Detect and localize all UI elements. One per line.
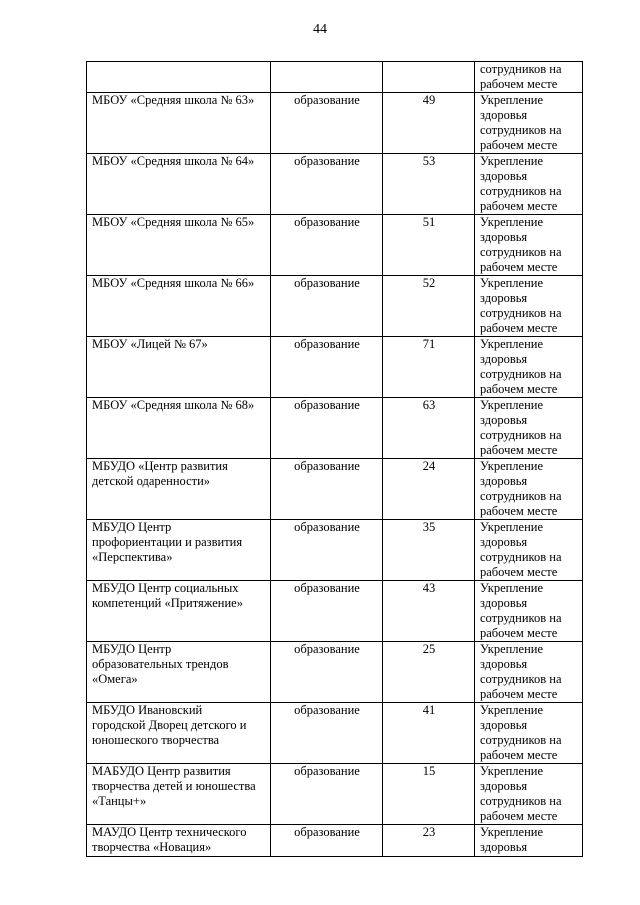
employee-count-cell-text: 53	[422, 154, 436, 168]
employee-count-cell-text: 23	[422, 825, 436, 839]
goal-cell	[475, 398, 583, 459]
employee-count-cell-text: 71	[422, 337, 436, 351]
organization-name-cell	[87, 337, 271, 398]
organization-name-cell	[87, 825, 271, 857]
organization-name-cell-text: МБУДО «Центр развития детской одаренности»	[92, 459, 228, 488]
organizations-table	[86, 61, 583, 857]
goal-cell-text: Укрепление здоровья сотрудников на рабочем месте	[480, 581, 562, 640]
organization-name-cell-text: МБУДО Центр образовательных трендов «Омега»	[92, 642, 229, 686]
employee-count-cell-text: 24	[422, 459, 436, 473]
employee-count-cell	[383, 520, 475, 581]
table-row	[87, 215, 583, 276]
goal-cell-text: сотрудников на рабочем месте	[480, 62, 562, 91]
table-row	[87, 703, 583, 764]
employee-count-cell-text: 49	[422, 93, 436, 107]
sphere-cell	[271, 154, 383, 215]
employee-count-cell-text: 25	[422, 642, 436, 656]
organization-name-cell-text: МБОУ «Средняя школа № 65»	[92, 215, 255, 229]
page-number: 44	[313, 22, 327, 37]
employee-count-cell-text: 51	[422, 215, 436, 229]
organization-name-cell-text: МБОУ «Средняя школа № 68»	[92, 398, 255, 412]
sphere-cell	[271, 93, 383, 154]
organization-name-cell-text: МБОУ «Лицей № 67»	[92, 337, 208, 351]
organization-name-cell	[87, 154, 271, 215]
goal-cell	[475, 703, 583, 764]
sphere-cell	[271, 703, 383, 764]
table-row	[87, 581, 583, 642]
organization-name-cell	[87, 520, 271, 581]
employee-count-cell-text: 43	[422, 581, 436, 595]
employee-count-cell	[383, 764, 475, 825]
goal-cell	[475, 276, 583, 337]
goal-cell-text: Укрепление здоровья сотрудников на рабочем месте	[480, 459, 562, 518]
employee-count-cell-text: 41	[422, 703, 436, 717]
table-row	[87, 825, 583, 857]
employee-count-cell	[383, 825, 475, 857]
employee-count-cell	[383, 459, 475, 520]
organization-name-cell	[87, 398, 271, 459]
table-row	[87, 337, 583, 398]
goal-cell-text: Укрепление здоровья	[480, 825, 544, 854]
employee-count-cell-text: 15	[422, 764, 436, 778]
goal-cell	[475, 825, 583, 857]
organization-name-cell-text: МБУДО Ивановский городской Дворец детского и юношеского творчества	[92, 703, 247, 747]
goal-cell-text: Укрепление здоровья сотрудников на рабочем месте	[480, 337, 562, 396]
sphere-cell	[271, 642, 383, 703]
organization-name-cell	[87, 276, 271, 337]
goal-cell	[475, 581, 583, 642]
sphere-cell	[271, 398, 383, 459]
goal-cell-text: Укрепление здоровья сотрудников на рабочем месте	[480, 398, 562, 457]
employee-count-cell-text: 52	[422, 276, 436, 290]
employee-count-cell-text: 35	[422, 520, 436, 534]
goal-cell-text: Укрепление здоровья сотрудников на рабочем месте	[480, 642, 562, 701]
goal-cell	[475, 154, 583, 215]
sphere-cell-text: образование	[294, 459, 360, 473]
sphere-cell	[271, 764, 383, 825]
sphere-cell	[271, 215, 383, 276]
sphere-cell-text: образование	[294, 276, 360, 290]
table-row	[87, 520, 583, 581]
sphere-cell-text: образование	[294, 764, 360, 778]
employee-count-cell	[383, 581, 475, 642]
goal-cell	[475, 642, 583, 703]
organization-name-cell-text: МАБУДО Центр развития творчества детей и юношества «Танцы+»	[92, 764, 256, 808]
organization-name-cell-text: МБОУ «Средняя школа № 66»	[92, 276, 255, 290]
goal-cell	[475, 215, 583, 276]
table-row	[87, 459, 583, 520]
goal-cell	[475, 62, 583, 93]
sphere-cell	[271, 459, 383, 520]
organization-name-cell	[87, 764, 271, 825]
sphere-cell-text: образование	[294, 93, 360, 107]
employee-count-cell	[383, 642, 475, 703]
sphere-cell-text: образование	[294, 215, 360, 229]
sphere-cell-text: образование	[294, 703, 360, 717]
goal-cell	[475, 459, 583, 520]
goal-cell-text: Укрепление здоровья сотрудников на рабочем месте	[480, 703, 562, 762]
goal-cell	[475, 520, 583, 581]
table-body	[87, 62, 583, 857]
goal-cell-text: Укрепление здоровья сотрудников на рабочем месте	[480, 520, 562, 579]
organization-name-cell-text: МБУДО Центр социальных компетенций «Притяжение»	[92, 581, 243, 610]
sphere-cell	[271, 62, 383, 93]
employee-count-cell	[383, 703, 475, 764]
sphere-cell	[271, 581, 383, 642]
sphere-cell-text: образование	[294, 825, 360, 839]
organization-name-cell	[87, 62, 271, 93]
organization-name-cell	[87, 703, 271, 764]
employee-count-cell	[383, 398, 475, 459]
employee-count-cell-text: 63	[422, 398, 436, 412]
organization-name-cell	[87, 581, 271, 642]
organization-name-cell-text: МБУДО Центр профориентации и развития «Перспектива»	[92, 520, 243, 564]
goal-cell-text: Укрепление здоровья сотрудников на рабочем месте	[480, 93, 562, 152]
goal-cell-text: Укрепление здоровья сотрудников на рабочем месте	[480, 276, 562, 335]
employee-count-cell	[383, 154, 475, 215]
goal-cell-text: Укрепление здоровья сотрудников на рабочем месте	[480, 154, 562, 213]
goal-cell-text: Укрепление здоровья сотрудников на рабочем месте	[480, 215, 562, 274]
sphere-cell	[271, 337, 383, 398]
organization-name-cell-text: МБОУ «Средняя школа № 64»	[92, 154, 255, 168]
organization-name-cell	[87, 93, 271, 154]
employee-count-cell	[383, 337, 475, 398]
sphere-cell-text: образование	[294, 154, 360, 168]
table-row	[87, 62, 583, 93]
employee-count-cell	[383, 276, 475, 337]
organization-name-cell	[87, 642, 271, 703]
employee-count-cell	[383, 93, 475, 154]
goal-cell	[475, 337, 583, 398]
sphere-cell-text: образование	[294, 398, 360, 412]
sphere-cell	[271, 520, 383, 581]
sphere-cell-text: образование	[294, 337, 360, 351]
sphere-cell-text: образование	[294, 520, 360, 534]
organization-name-cell-text: МБОУ «Средняя школа № 63»	[92, 93, 255, 107]
table-row	[87, 398, 583, 459]
table-row	[87, 154, 583, 215]
goal-cell	[475, 93, 583, 154]
sphere-cell	[271, 276, 383, 337]
goal-cell	[475, 764, 583, 825]
goal-cell-text: Укрепление здоровья сотрудников на рабочем месте	[480, 764, 562, 823]
organization-name-cell	[87, 459, 271, 520]
organization-name-cell	[87, 215, 271, 276]
sphere-cell-text: образование	[294, 642, 360, 656]
table-row	[87, 764, 583, 825]
sphere-cell	[271, 825, 383, 857]
organization-name-cell-text: МАУДО Центр технического творчества «Новация»	[92, 825, 247, 854]
employee-count-cell	[383, 215, 475, 276]
sphere-cell-text: образование	[294, 581, 360, 595]
table-row	[87, 642, 583, 703]
employee-count-cell	[383, 62, 475, 93]
table-row	[87, 93, 583, 154]
table-row	[87, 276, 583, 337]
